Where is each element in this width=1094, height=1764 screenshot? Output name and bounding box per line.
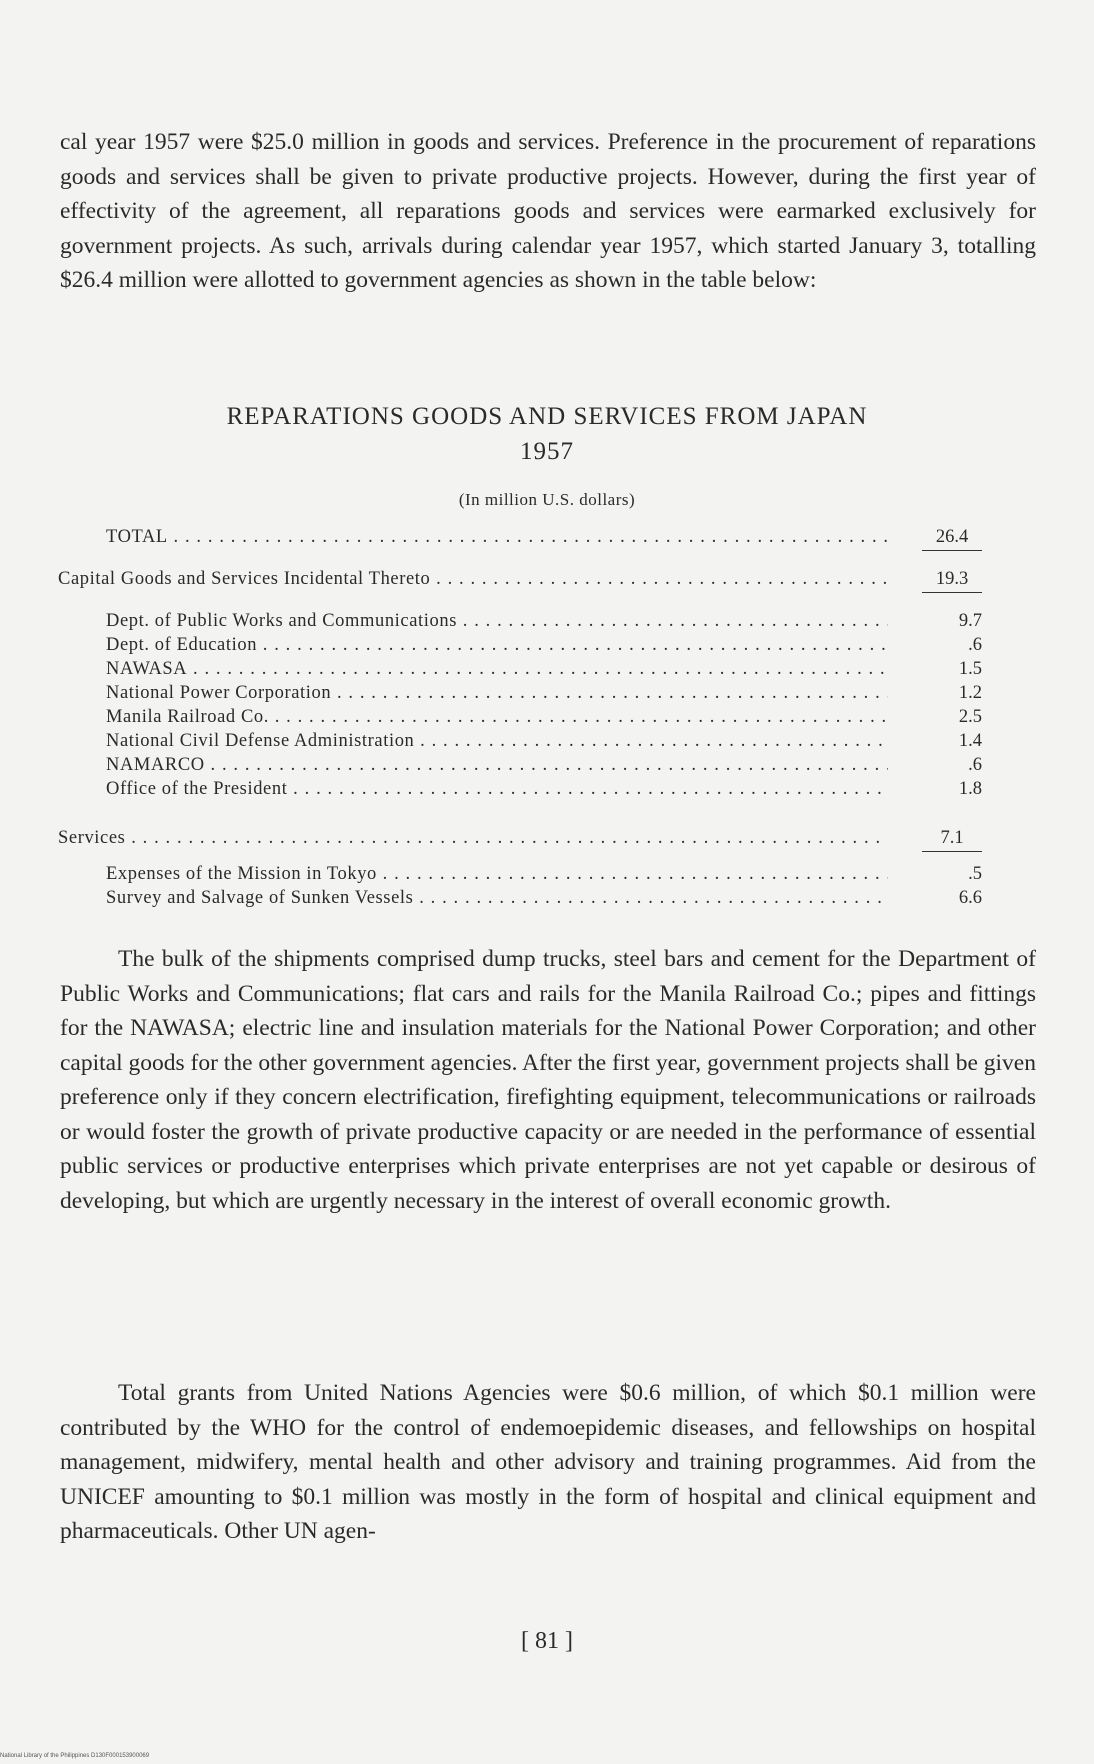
row-label: NAMARCO . . . [106, 753, 888, 777]
row-label: Dept. of Public Works and Communications . . . [106, 609, 888, 633]
paragraph-un-grants-text: Total grants from United Nations Agencies were $0.6 million, of which $0.1 million were contributed by the WHO for the control of endemoepidemic diseases, and fellowships on hospital management, midwifery, mental health and other advisory and training programmes. Aid from the UNICEF amounting to $0.1 million was mostly in the form of hospital and clinical equipment and pharmaceuticals. Other UN agen- [60, 1380, 1036, 1544]
table-row [0, 862, 1094, 886]
table-row [0, 777, 1094, 801]
table-row [0, 681, 1094, 705]
table-row-services [0, 826, 1094, 850]
table-unit: (In million U.S. dollars) [458, 490, 636, 509]
table-row [0, 609, 1094, 633]
row-value: 1.5 [958, 659, 982, 679]
row-value: 19.3 [922, 567, 982, 593]
paragraph-un-grants [60, 1376, 1036, 1549]
row-value: .6 [968, 635, 982, 655]
row-label: Office of the President . . . [106, 777, 888, 801]
row-label: Expenses of the Mission in Tokyo . . . [106, 862, 888, 886]
paragraph-shipments [60, 942, 1036, 1218]
row-value: .5 [968, 864, 982, 884]
row-label: Manila Railroad Co. . . . [106, 705, 888, 729]
table-row [0, 705, 1094, 729]
table-row [0, 657, 1094, 681]
table-title: REPARATIONS GOODS AND SERVICES FROM JAPAN [226, 403, 868, 430]
row-value: .6 [968, 755, 982, 775]
scan-footer: National Library of the Philippines D130F000153900069 [0, 1753, 150, 1759]
row-label: Dept. of Education . . . [106, 633, 888, 657]
paragraph-shipments-text: The bulk of the shipments comprised dump trucks, steel bars and cement for the Department of Public Works and Communications; flat cars and rails for the Manila Railroad Co.; pipes and fittings for the NAWASA; electric line and insulation materials for the National Power Corporation; and other capital goods for the other government agencies. After the first year, government projects shall be given preference only if they concern electrification, firefighting equipment, telecommunications or railroads or would foster the growth of private productive capacity or are needed in the performance of essential public services or productive enterprises which private enterprises are not yet capable or desirous of developing, but which are urgently necessary in the interest of overall economic growth. [60, 946, 1036, 1214]
row-value: 6.6 [958, 888, 982, 908]
row-value: 1.4 [958, 731, 982, 751]
row-value: 1.2 [958, 683, 982, 703]
row-label: TOTAL . . . [106, 525, 888, 549]
row-label: Services . . . [58, 826, 888, 850]
table-year: 1957 [520, 438, 574, 465]
paragraph-intro: cal year 1957 were $25.0 million in goods and services. Preference in the procurement of reparations goods and services shall be given to private productive projects. However, during the first year of effectivity of the agreement, all reparations goods and services were earmarked exclusively for government projects. As such, arrivals during calendar year 1957, which started January 3, totalling $26.4 million were allotted to government agencies as shown in the table below: [60, 129, 1036, 293]
table-row [0, 729, 1094, 753]
row-label: Survey and Salvage of Sunken Vessels . . . [106, 886, 888, 910]
row-value: 26.4 [922, 525, 982, 551]
row-value: 2.5 [958, 707, 982, 727]
table-row [0, 886, 1094, 910]
row-value: 1.8 [958, 779, 982, 799]
table-row [0, 633, 1094, 657]
row-label: National Civil Defense Administration . . . [106, 729, 888, 753]
row-value: 9.7 [958, 611, 982, 631]
row-label: NAWASA . . . [106, 657, 888, 681]
page-number: [ 81 ] [521, 1628, 573, 1654]
row-label: Capital Goods and Services Incidental Thereto . . . [58, 567, 888, 591]
table-row-capital-goods [0, 567, 1094, 591]
row-value: 7.1 [922, 826, 982, 852]
table-row-total [0, 525, 1094, 549]
row-label: National Power Corporation . . . [106, 681, 888, 705]
table-row [0, 753, 1094, 777]
